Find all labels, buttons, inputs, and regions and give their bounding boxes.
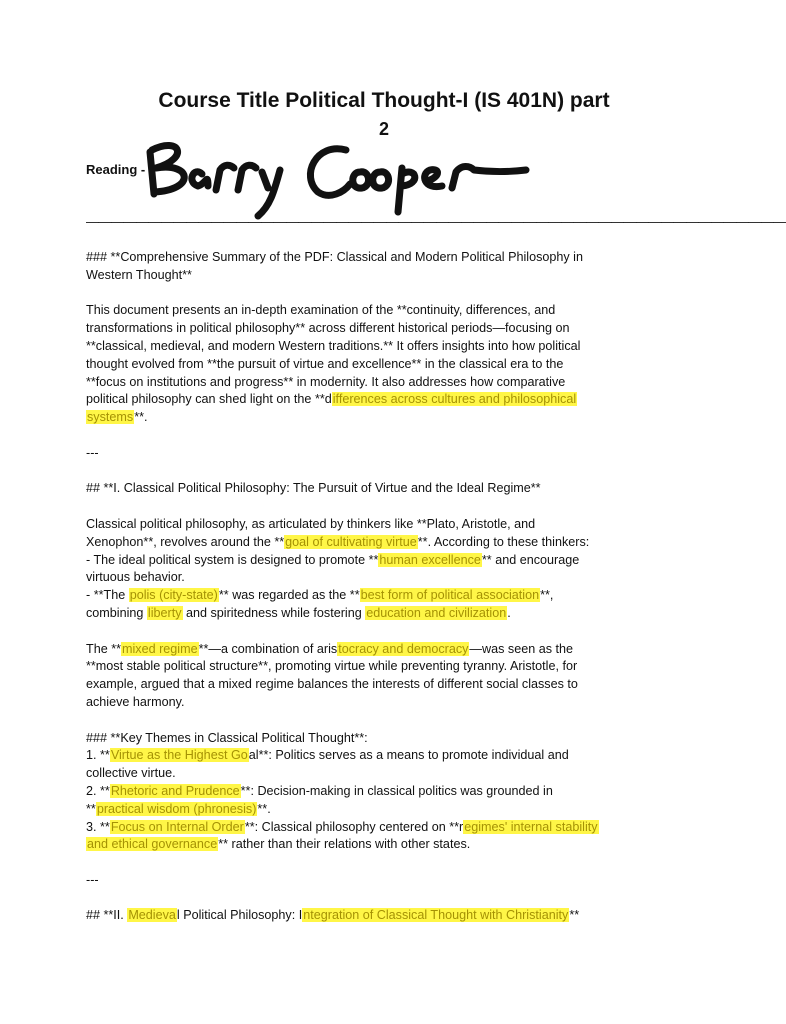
text-line xyxy=(86,409,626,427)
highlighted-text: mixed regime xyxy=(122,641,198,656)
highlighted-text: Focus on Internal Order xyxy=(110,819,244,834)
separator-line: ———————————————————————————————————————————————————————— xyxy=(86,214,786,229)
highlighted-text: human excellence xyxy=(379,552,481,567)
text-line xyxy=(86,641,626,659)
blank-line xyxy=(86,623,626,641)
blank-line xyxy=(86,854,626,872)
text-segment: ## **II. xyxy=(86,908,128,923)
text-line xyxy=(86,730,626,748)
document-title-continuation: 2 xyxy=(378,119,389,139)
highlighted-text: Rhetoric and Prudence xyxy=(110,783,240,798)
highlighted-text: Virtue as the Highest Go xyxy=(110,748,248,763)
text-line xyxy=(86,765,626,783)
text-segment: **: Decision-making in classical politics was grounded in xyxy=(240,783,553,798)
text-line xyxy=(86,338,626,356)
text-line xyxy=(86,694,626,712)
highlighted-text: practical wisdom (phronesis) xyxy=(96,801,257,816)
text-segment: ** xyxy=(569,908,580,923)
highlighted-text: liberty xyxy=(147,605,182,620)
text-line xyxy=(86,747,626,765)
text-line xyxy=(86,783,626,801)
text-line xyxy=(86,801,626,819)
blank-line xyxy=(86,285,626,303)
text-segment: virtuous behavior. xyxy=(86,570,185,585)
document-body xyxy=(86,249,626,925)
text-segment: achieve harmony. xyxy=(86,694,185,709)
blank-line xyxy=(86,463,626,481)
highlighted-text: egimes' internal stability xyxy=(464,819,598,834)
text-line xyxy=(86,819,626,837)
text-segment: combining xyxy=(86,605,147,620)
text-line xyxy=(86,391,626,409)
text-segment: --- xyxy=(86,445,99,460)
highlighted-text: polis (city-state) xyxy=(129,588,218,603)
text-line xyxy=(86,676,626,694)
text-line xyxy=(86,480,626,498)
text-segment: 3. ** xyxy=(86,819,110,834)
text-segment: ** and encourage xyxy=(481,552,580,567)
text-segment: ** rather than their relations with other states. xyxy=(218,837,471,852)
text-segment: thought evolved from **the pursuit of virtue and excellence** in the classical era to the xyxy=(86,356,564,371)
text-segment: 1. ** xyxy=(86,748,110,763)
text-line xyxy=(86,605,626,623)
text-line xyxy=(86,907,626,925)
highlighted-text: goal of cultivating virtue xyxy=(285,534,417,549)
reading-label: Reading - xyxy=(86,162,146,177)
text-segment: **, xyxy=(540,588,554,603)
highlighted-text: education and civilization xyxy=(366,605,507,620)
text-segment: The ** xyxy=(86,641,122,656)
text-line xyxy=(86,302,626,320)
text-line xyxy=(86,658,626,676)
text-line xyxy=(86,249,626,267)
text-segment: **. According to these thinkers: xyxy=(417,534,590,549)
text-segment: Classical political philosophy, as articulated by thinkers like **Plato, Aristotle, and xyxy=(86,516,536,531)
text-segment: **focus on institutions and progress** in modernity. It also addresses how comparative xyxy=(86,374,566,389)
text-segment: 2. ** xyxy=(86,783,110,798)
text-line xyxy=(86,552,626,570)
text-segment: . xyxy=(507,605,511,620)
text-line xyxy=(86,872,626,890)
text-segment: - **The xyxy=(86,588,129,603)
text-line xyxy=(86,445,626,463)
text-segment: and spiritedness while fostering xyxy=(182,605,366,620)
text-line xyxy=(86,320,626,338)
text-segment: al**: Politics serves as a means to promote individual and xyxy=(248,748,569,763)
text-line xyxy=(86,516,626,534)
text-line xyxy=(86,356,626,374)
text-line xyxy=(86,374,626,392)
blank-line xyxy=(86,890,626,908)
highlighted-text: ntegration of Classical Thought with Christianity xyxy=(303,908,569,923)
text-segment: **. xyxy=(257,801,271,816)
highlighted-text: best form of political association xyxy=(360,588,540,603)
text-segment: ## **I. Classical Political Philosophy: The Pursuit of Virtue and the Ideal Regime** xyxy=(86,481,541,496)
text-segment: **: Classical philosophy centered on **r xyxy=(244,819,464,834)
highlighted-text: Medieva xyxy=(128,908,176,923)
text-segment: transformations in political philosophy** across different historical periods—focusing on xyxy=(86,321,570,336)
highlighted-text: systems xyxy=(87,410,134,425)
text-segment: - The ideal political system is designed to promote ** xyxy=(86,552,379,567)
text-segment: political philosophy can shed light on the **d xyxy=(86,392,332,407)
blank-line xyxy=(86,712,626,730)
text-line xyxy=(86,267,626,285)
text-segment: **. xyxy=(134,410,148,425)
text-segment: collective virtue. xyxy=(86,766,176,781)
text-line xyxy=(86,836,626,854)
text-segment: **most stable political structure**, promoting virtue while preventing tyranny. Aristotle, for xyxy=(86,659,578,674)
text-segment: **classical, medieval, and modern Western traditions.** It offers insights into how political xyxy=(86,338,581,353)
text-segment: l Political Philosophy: I xyxy=(176,908,303,923)
blank-line xyxy=(86,427,626,445)
text-segment: Xenophon**, revolves around the ** xyxy=(86,534,285,549)
text-segment: ### **Comprehensive Summary of the PDF: Classical and Modern Political Philosophy in xyxy=(86,250,583,264)
blank-line xyxy=(86,498,626,516)
text-line xyxy=(86,569,626,587)
text-line xyxy=(86,587,626,605)
text-segment: ### **Key Themes in Classical Political Thought**: xyxy=(86,730,368,745)
highlighted-text: and ethical governance xyxy=(87,837,218,852)
text-segment: **—a combination of aris xyxy=(198,641,338,656)
text-line xyxy=(86,534,626,552)
text-segment: Western Thought** xyxy=(86,267,192,282)
text-segment: --- xyxy=(86,872,99,887)
highlighted-text: ifferences across cultures and philosophical xyxy=(332,392,577,407)
text-segment: example, argued that a mixed regime balances the interests of different social classes to xyxy=(86,677,578,692)
handwritten-signature xyxy=(140,132,530,218)
text-segment: ** was regarded as the ** xyxy=(218,588,360,603)
text-segment: ** xyxy=(86,801,96,816)
text-segment: —was seen as the xyxy=(469,641,574,656)
document-title: Course Title Political Thought-I (IS 401N) part xyxy=(158,89,610,112)
text-segment: This document presents an in-depth examination of the **continuity, differences, and xyxy=(86,303,556,318)
highlighted-text: tocracy and democracy xyxy=(338,641,469,656)
